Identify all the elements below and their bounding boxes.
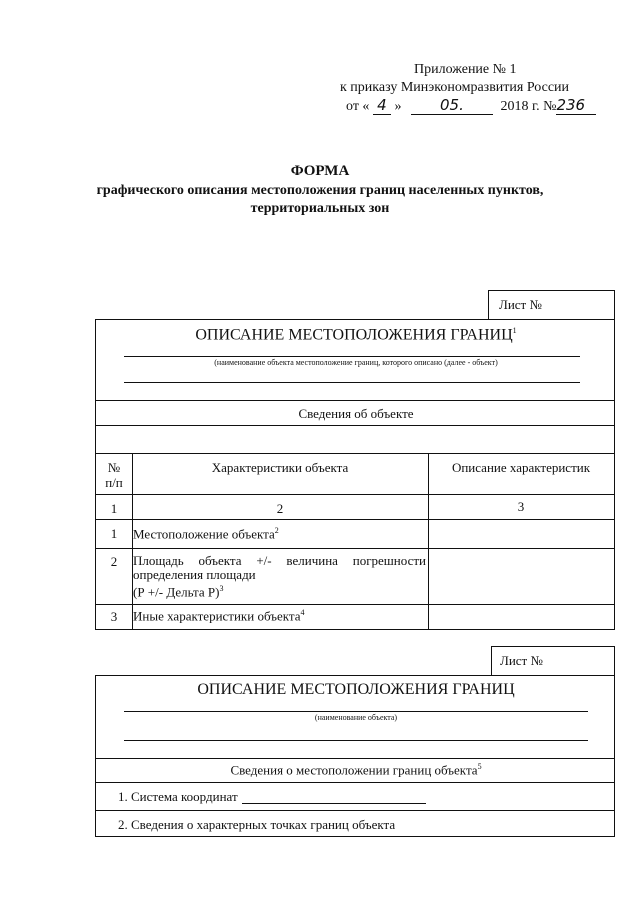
sheet1-divider-c bbox=[96, 453, 614, 454]
row2-line1: Площадь объекта +/- величина погрешности bbox=[133, 553, 426, 568]
sheet2-item-coordinate-system bbox=[118, 789, 238, 805]
sheet2-caption: (наименование объекта) bbox=[314, 713, 398, 722]
sheet1-second-underline bbox=[124, 382, 580, 383]
sheet2-divider-c bbox=[96, 810, 614, 811]
sheet1-divider-d bbox=[96, 494, 614, 495]
index-cell-1: 1 bbox=[110, 501, 118, 516]
row3-number: 3 bbox=[110, 609, 118, 624]
sheet1-heading bbox=[96, 326, 616, 344]
sheet2-second-underline bbox=[124, 740, 588, 741]
sheet2-number-box bbox=[491, 646, 615, 676]
sheet1-section-title: Сведения об объекте bbox=[298, 406, 414, 421]
date-year: 2018 г. № bbox=[500, 99, 557, 114]
row1-label: Местоположение объекта bbox=[133, 526, 275, 542]
sheet2-item1-label: 1. Система координат bbox=[118, 789, 238, 804]
row2-text bbox=[133, 554, 426, 599]
order-date-line bbox=[346, 96, 606, 116]
form-subtitle-line1: графического описания местоположения границ населенных пунктов, bbox=[96, 183, 544, 198]
sheet1-divider-b bbox=[96, 425, 614, 426]
row1-footnote: 2 bbox=[274, 526, 279, 535]
col-number-header bbox=[96, 460, 132, 490]
row2-line2: определения площади bbox=[133, 567, 256, 582]
sheet1-divider-e bbox=[96, 519, 614, 520]
col-characteristics-header: Характеристики объекта bbox=[211, 460, 349, 475]
sheet2-section-title bbox=[96, 762, 616, 778]
row2-number: 2 bbox=[110, 554, 118, 569]
sheet2-item-characteristic-points: 2. Сведения о характерных точках границ объекта bbox=[118, 817, 396, 832]
sheet2-section-text: Сведения о местоположении границ объекта bbox=[230, 762, 478, 778]
row2-footnote: 3 bbox=[219, 584, 224, 593]
col-number-header-line2: п/п bbox=[105, 475, 123, 490]
date-day: 4 bbox=[373, 96, 391, 115]
col-number-header-line1: № bbox=[107, 460, 121, 475]
coordinate-system-underline bbox=[242, 803, 426, 804]
date-month: 05. bbox=[411, 96, 493, 115]
sheet1-heading-text: ОПИСАНИЕ МЕСТОПОЛОЖЕНИЯ ГРАНИЦ bbox=[195, 326, 513, 344]
row1-text bbox=[133, 526, 279, 542]
appendix-label: Приложение № 1 bbox=[414, 62, 517, 77]
sheet1-caption: (наименование объекта местоположение границ, которого описано (далее - объект) bbox=[214, 358, 498, 367]
sheet2-section-footnote: 5 bbox=[477, 762, 482, 771]
sheet2-divider-a bbox=[96, 758, 614, 759]
sheet1-number-label: Лист № bbox=[499, 297, 542, 312]
sheet1-divider-f bbox=[96, 548, 614, 549]
index-cell-3: 3 bbox=[517, 499, 525, 514]
row2-line3: (Р +/- Дельта Р) bbox=[133, 584, 220, 600]
sheet2-name-underline bbox=[124, 711, 588, 712]
form-title: ФОРМА bbox=[290, 163, 350, 179]
order-reference: к приказу Минэкономразвития России bbox=[340, 80, 570, 95]
col-description-header: Описание характеристик bbox=[451, 460, 591, 475]
sheet1-divider-a bbox=[96, 400, 614, 401]
sheet1-heading-footnote: 1 bbox=[512, 326, 517, 335]
row1-number: 1 bbox=[110, 526, 118, 541]
sheet1-table bbox=[95, 319, 615, 630]
sheet2-number-label: Лист № bbox=[500, 653, 543, 668]
row3-text bbox=[133, 608, 305, 624]
sheet2-heading: ОПИСАНИЕ МЕСТОПОЛОЖЕНИЯ ГРАНИЦ bbox=[197, 681, 515, 698]
sheet1-divider-g bbox=[96, 604, 614, 605]
sheet1-number-box bbox=[488, 290, 615, 320]
date-prefix: от « bbox=[346, 99, 370, 114]
sheet2-divider-b bbox=[96, 782, 614, 783]
row3-label: Иные характеристики объекта bbox=[133, 608, 301, 624]
sheet2-table bbox=[95, 675, 615, 837]
form-subtitle-line2: территориальных зон bbox=[250, 201, 390, 216]
sheet1-name-underline bbox=[124, 356, 580, 357]
order-number: 236 bbox=[556, 96, 596, 115]
date-quote-close: » bbox=[394, 99, 402, 114]
row3-footnote: 4 bbox=[300, 608, 305, 617]
index-cell-2: 2 bbox=[276, 501, 284, 516]
